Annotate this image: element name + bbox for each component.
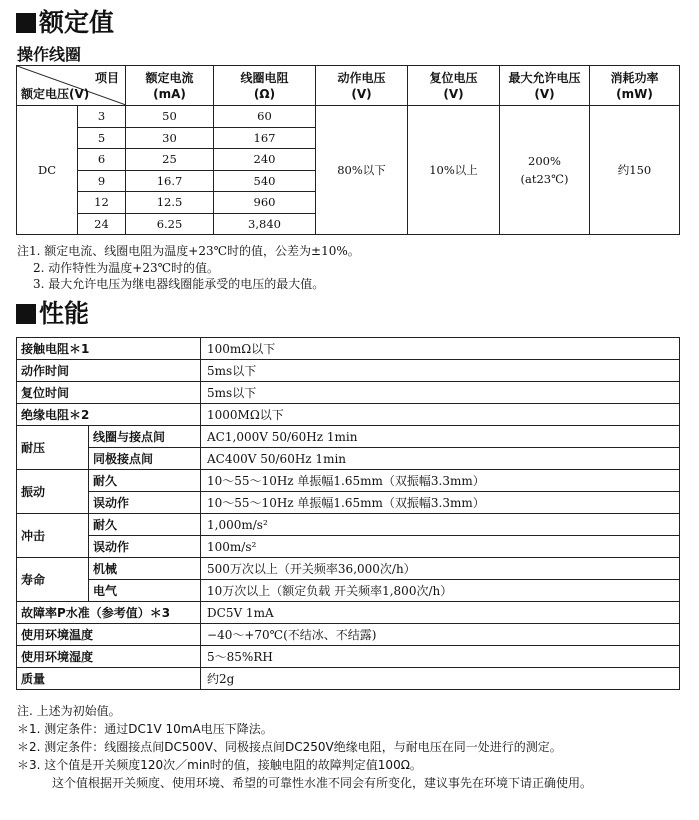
note-line: 注1. 额定电流、线圈电阻为温度+23℃时的值，公差为±10%。 [17, 244, 360, 258]
max-voltage-value: 200% (at23℃) [500, 106, 590, 235]
resistance-cell: 3,840 [214, 213, 316, 235]
resistance-cell: 167 [214, 127, 316, 149]
current-cell: 16.7 [126, 170, 214, 192]
note-line: ＊1. 测定条件：通过DC1V 10mA电压下降法。 [17, 722, 273, 736]
resistance-cell: 960 [214, 192, 316, 214]
voltage-cell: 12 [78, 192, 126, 214]
performance-table [16, 337, 680, 690]
header-rated-voltage: 额定电压(V) [21, 87, 90, 101]
vibration-malfunction-value: 10～55～10Hz 单振幅1.65mm（双振幅3.3mm） [201, 492, 680, 514]
insulation-label: 绝缘电阻＊2 [17, 404, 201, 426]
resistance-cell: 60 [214, 106, 316, 128]
failure-rate-value: DC5V 1mA [201, 602, 680, 624]
coil-contact-value: AC1,000V 50/60Hz 1min [201, 426, 680, 448]
ambient-humidity-label: 使用环境湿度 [17, 646, 201, 668]
life-electrical-value: 10万次以上（额定负载 开关频率1,800次/h） [201, 580, 680, 602]
header-release-voltage: 复位电压 (V) [408, 66, 500, 106]
operate-voltage-value: 80%以下 [316, 106, 408, 235]
life-mechanical-value: 500万次以上（开关频率36,000次/h） [201, 558, 680, 580]
header-power: 消耗功率 (mW) [590, 66, 680, 106]
dielectric-label: 耐压 [17, 426, 89, 470]
note-line: ＊3. 这个值是开关频度120次／min时的值，接触电阻的故障判定值100Ω。 [17, 758, 422, 772]
vibration-malfunction-label: 误动作 [89, 492, 201, 514]
voltage-cell: 9 [78, 170, 126, 192]
ratings-notes [17, 243, 360, 293]
ratings-heading [16, 8, 114, 38]
weight-label: 质量 [17, 668, 201, 690]
header-resistance: 线圈电阻 (Ω) [214, 66, 316, 106]
ratings-table [16, 65, 680, 235]
ambient-humidity-value: 5～85%RH [201, 646, 680, 668]
performance-title: 性能 [39, 299, 90, 328]
voltage-cell: 6 [78, 149, 126, 171]
coil-subtitle: 操作线圈 [17, 45, 82, 64]
vibration-durability-value: 10～55～10Hz 单振幅1.65mm（双振幅3.3mm） [201, 470, 680, 492]
life-label: 寿命 [17, 558, 89, 602]
release-time-value: 5ms以下 [201, 382, 680, 404]
shock-label: 冲击 [17, 514, 89, 558]
current-cell: 30 [126, 127, 214, 149]
current-cell: 6.25 [126, 213, 214, 235]
type-dc: DC [17, 106, 78, 235]
resistance-cell: 240 [214, 149, 316, 171]
header-max-voltage: 最大允许电压 (V) [500, 66, 590, 106]
square-bullet-icon [16, 304, 36, 324]
contact-resistance-value: 100mΩ以下 [201, 338, 680, 360]
header-current: 额定电流 (mA) [126, 66, 214, 106]
resistance-cell: 540 [214, 170, 316, 192]
power-value: 约150 [590, 106, 680, 235]
note-line: 这个值根据开关频度、使用环境、希望的可靠性水准不同会有所变化，建议事先在环境下请正确使用。 [52, 776, 593, 790]
operate-time-value: 5ms以下 [201, 360, 680, 382]
shock-durability-label: 耐久 [89, 514, 201, 536]
header-operate-voltage: 动作电压 (V) [316, 66, 408, 106]
shock-malfunction-value: 100m/s² [201, 536, 680, 558]
failure-rate-label: 故障率P水准（参考值）＊3 [17, 602, 201, 624]
same-pole-label: 同极接点间 [89, 448, 201, 470]
note-line: 2. 动作特性为温度+23℃时的值。 [33, 260, 220, 275]
note-line: ＊2. 测定条件：线圈接点间DC500V、同极接点间DC250V绝缘电阻，与耐电压在同一处进行的测定。 [17, 740, 562, 754]
life-electrical-label: 电气 [89, 580, 201, 602]
weight-value: 约2g [201, 668, 680, 690]
contact-resistance-label: 接触电阻＊1 [17, 338, 201, 360]
performance-heading [16, 299, 89, 329]
shock-malfunction-label: 误动作 [89, 536, 201, 558]
current-cell: 50 [126, 106, 214, 128]
ratings-title: 额定值 [39, 8, 115, 37]
note-line: 3. 最大允许电压为继电器线圈能承受的电压的最大值。 [33, 277, 325, 291]
life-mechanical-label: 机械 [89, 558, 201, 580]
header-diagonal-cell [17, 66, 126, 106]
current-cell: 12.5 [126, 192, 214, 214]
voltage-cell: 5 [78, 127, 126, 149]
vibration-label: 振动 [17, 470, 89, 514]
note-line: 注. 上述为初始值。 [17, 704, 121, 718]
release-voltage-value: 10%以上 [408, 106, 500, 235]
ambient-temp-label: 使用环境温度 [17, 624, 201, 646]
performance-notes [17, 702, 592, 792]
coil-contact-label: 线圈与接点间 [89, 426, 201, 448]
insulation-value: 1000MΩ以下 [201, 404, 680, 426]
shock-durability-value: 1,000m/s² [201, 514, 680, 536]
vibration-durability-label: 耐久 [89, 470, 201, 492]
same-pole-value: AC400V 50/60Hz 1min [201, 448, 680, 470]
voltage-cell: 24 [78, 213, 126, 235]
current-cell: 25 [126, 149, 214, 171]
voltage-cell: 3 [78, 106, 126, 128]
ambient-temp-value: −40～+70℃(不结冰、不结露) [201, 624, 680, 646]
square-bullet-icon [16, 13, 36, 33]
release-time-label: 复位时间 [17, 382, 201, 404]
header-item: 项目 [94, 71, 119, 85]
operate-time-label: 动作时间 [17, 360, 201, 382]
